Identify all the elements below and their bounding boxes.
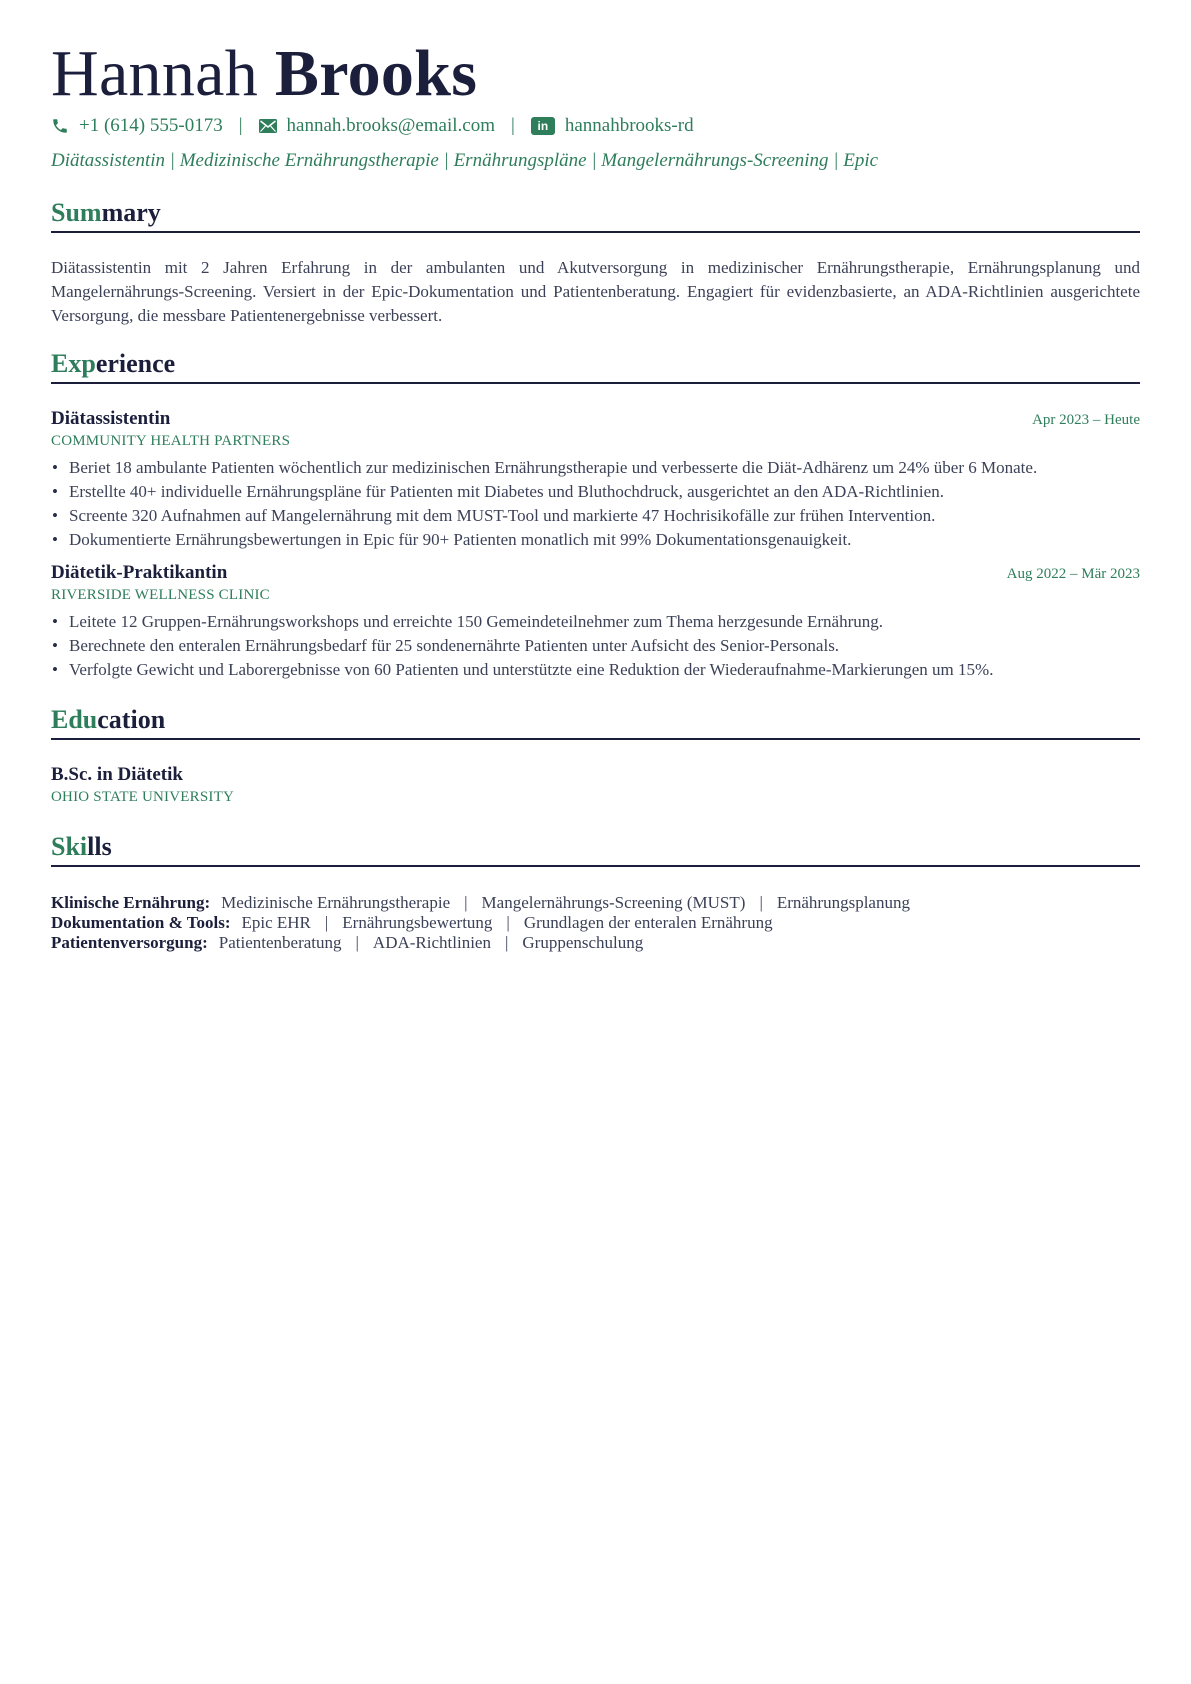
skill-item: ADA-Richtlinien	[372, 933, 491, 952]
skills-list	[51, 893, 1140, 953]
skill-category: Dokumentation & Tools:	[51, 913, 231, 932]
section-title-rest: lls	[87, 832, 112, 861]
skill-separator: |	[759, 893, 763, 912]
job-title: Diätetik-Praktikantin	[51, 562, 228, 583]
skill-item: Grundlagen der enteralen Ernährung	[523, 913, 773, 932]
contact-separator: |	[238, 115, 243, 136]
job-bullets	[51, 456, 1140, 552]
headline-tagline: Diätassistentin | Medizinische Ernährungstherapie | Ernährungspläne | Mangelernährungs-Screening | Epic	[51, 150, 879, 171]
job-bullet: • Berechnete den enteralen Ernährungsbedarf für 25 sondenernährte Patienten unter Aufsicht des Senior-Personals.	[51, 634, 1140, 658]
job-bullet: • Screente 320 Aufnahmen auf Mangelernährung mit dem MUST-Tool und markierte 47 Hochrisikofälle zur frühen Intervention.	[51, 504, 1140, 528]
job-date: Apr 2023 – Heute	[1032, 412, 1140, 428]
section-title-rest: mary	[101, 198, 161, 227]
skill-item: Medizinische Ernährungstherapie	[221, 893, 451, 912]
skill-item: Epic EHR	[241, 913, 311, 932]
school-name: OHIO STATE UNIVERSITY	[51, 789, 234, 805]
section-title-accent: Exp	[51, 349, 96, 378]
section-title-rest: erience	[95, 349, 176, 378]
job-entry	[51, 408, 1140, 552]
job-bullet: • Leitete 12 Gruppen-Ernährungsworkshops und erreichte 150 Gemeindeteilnehmer zum Thema herzgesunde Ernährung.	[51, 610, 1140, 634]
summary-text: Diätassistentin mit 2 Jahren Erfahrung in der ambulanten und Akutversorgung in medizinischer Ernährungstherapie, Ernährungsplanung und Mangelernährungs-Screening. Versiert in der Epic-Dokumentation und Patientenberatung. Engagiert für evidenzbasierte, an ADA-Richtlinien ausgerichtete Versorgung, die messbare Patientenergebnisse verbessert.	[51, 258, 1140, 325]
skill-row	[51, 893, 1140, 913]
skill-separator: |	[324, 913, 329, 932]
section-title-experience	[51, 348, 1140, 384]
skill-separator: |	[506, 913, 510, 932]
linkedin-icon: in	[531, 117, 555, 135]
job-bullet: • Beriet 18 ambulante Patienten wöchentlich zur medizinischen Ernährungstherapie und verbesserte die Diät-Adhärenz um 24% über 6 Monate.	[51, 456, 1140, 480]
section-title-accent: Ski	[51, 832, 88, 861]
job-organization: RIVERSIDE WELLNESS CLINIC	[51, 587, 270, 603]
candidate-name	[51, 30, 477, 118]
job-title: Diätassistentin	[51, 408, 171, 429]
skill-item: Ernährungsplanung	[776, 893, 910, 912]
email-link: hannah.brooks@email.com	[286, 115, 496, 136]
skill-row	[51, 933, 1140, 953]
contact-bar	[51, 113, 694, 139]
skill-separator: |	[355, 933, 359, 952]
skill-row	[51, 913, 1140, 933]
contact-linkedin[interactable]	[531, 115, 694, 137]
contact-separator: |	[511, 115, 515, 136]
skill-category: Klinische Ernährung:	[51, 893, 211, 912]
skill-separator: |	[504, 933, 509, 952]
section-title-education	[51, 704, 1140, 740]
linkedin-link: hannahbrooks-rd	[564, 115, 694, 136]
skill-item: Mangelernährungs-Screening (MUST)	[481, 893, 746, 912]
job-date: Aug 2022 – Mär 2023	[1006, 566, 1140, 582]
degree-title: B.Sc. in Diätetik	[51, 764, 183, 785]
contact-phone[interactable]	[51, 115, 223, 137]
job-bullet: • Dokumentierte Ernährungsbewertungen in Epic für 90+ Patienten monatlich mit 99% Dokumentationsgenauigkeit.	[51, 528, 1140, 552]
skill-separator: |	[464, 893, 468, 912]
section-title-summary	[51, 197, 1140, 233]
job-bullet: • Verfolgte Gewicht und Laborergebnisse von 60 Patienten und unterstützte eine Reduktion der Wiederaufnahme-Markierungen um 15%.	[51, 658, 1140, 682]
job-organization: COMMUNITY HEALTH PARTNERS	[51, 433, 291, 449]
job-header	[51, 562, 1140, 584]
section-title-rest: cation	[97, 705, 166, 734]
skill-category: Patientenversorgung:	[51, 933, 208, 952]
phone-text: +1 (614) 555-0173	[79, 115, 223, 136]
last-name: Brooks	[274, 37, 478, 110]
job-entry	[51, 562, 1140, 682]
section-title-skills	[51, 831, 1140, 867]
skill-item: Ernährungsbewertung	[342, 913, 493, 932]
job-header	[51, 408, 1140, 430]
contact-email[interactable]	[259, 115, 496, 137]
education-entry	[51, 764, 1140, 806]
job-bullets	[51, 610, 1140, 682]
first-name: Hannah	[51, 37, 259, 110]
envelope-icon	[259, 119, 277, 133]
section-title-accent: Sum	[51, 198, 102, 227]
skill-item: Gruppenschulung	[522, 933, 644, 952]
skill-item: Patientenberatung	[218, 933, 342, 952]
phone-icon	[51, 117, 69, 135]
section-title-accent: Edu	[51, 705, 98, 734]
job-bullet: • Erstellte 40+ individuelle Ernährungspläne für Patienten mit Diabetes und Bluthochdruck, ausgerichtet an den ADA-Richtlinien.	[51, 480, 1140, 504]
